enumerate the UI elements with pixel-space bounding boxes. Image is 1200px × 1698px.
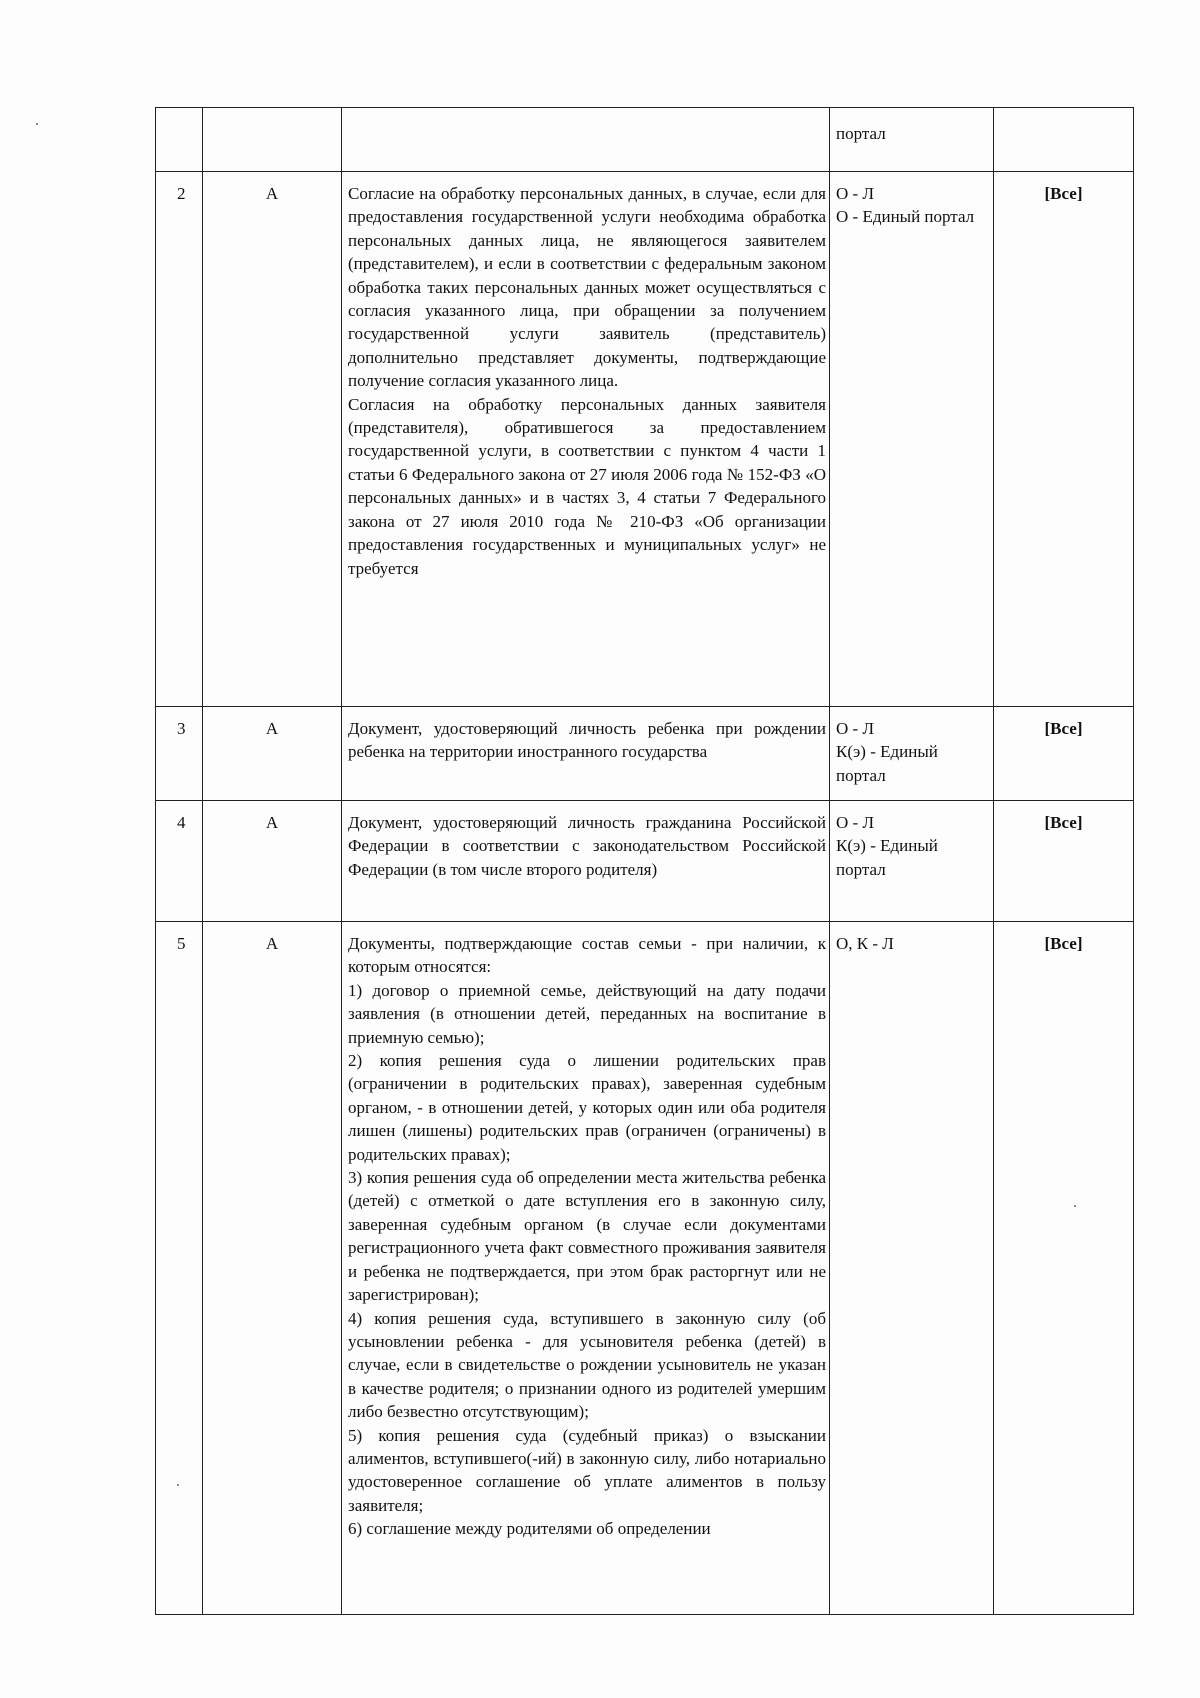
row-applies-cell: [Все] [994,801,1134,922]
documents-table [155,107,1134,1615]
source-line: К(э) - Единый портал [836,836,938,879]
row-number-cell: 4 [156,801,203,922]
description-paragraph: 4) копия решения суда, вступившего в законную силу (об усыновлении ребенка - для усыновителя ребенка (детей) в случае, если в свидетельстве о рождении усыновитель не указан в качестве родителя; о признании одного из родителей умершим либо безвестно отсутствующим); [348,1308,826,1422]
source-line: О, К - Л [836,934,894,953]
description-paragraph: Документы, подтверждающие состав семьи - при наличии, к которым относятся: [348,934,826,977]
row-description-cell [342,707,830,801]
description-paragraph: 6) соглашение между родителями об определении [348,1519,711,1539]
description-paragraph: Документ, удостоверяющий личность гражданина Российской Федерации в соответствии с законодательством Российской Федерации (в том числе второго родителя) [348,813,826,879]
description-paragraph: Согласия на обработку персональных данных заявителя (представителя), обратившегося за предоставлением государственной услуги, в соответствии с пунктом 4 части 1 статьи 6 Федерального закона от 27 июля 2006 года № 152-ФЗ «О персональных данных» и в частях 3, 4 статьи 7 Федерального закона от 27 июля 2010 года № 210-ФЗ «Об организации предоставления государственных и муниципальных услуг» не требуется [348,394,826,578]
table-row [156,922,1134,1615]
row-description-cell [342,922,830,1615]
row-applies-cell: [Все] [994,172,1134,707]
row-type-cell [203,108,342,172]
row-description-cell [342,801,830,922]
description-paragraph: 1) договор о приемной семье, действующий на дату подачи заявления (в отношении детей, переданных на воспитание в приемную семью); [348,980,826,1047]
row-applies-cell: [Все] [994,922,1134,1615]
row-description-cell [342,172,830,707]
row-number-cell: 5 [156,922,203,1615]
source-line: К(э) - Единый портал [836,742,938,785]
table-row [156,108,1134,172]
source-line: портал [836,124,886,143]
table-row [156,172,1134,707]
row-number-cell: 2 [156,172,203,707]
source-line: О - Л [836,813,874,832]
row-source-cell [830,922,994,1615]
row-source-cell [830,801,994,922]
description-paragraph: Согласие на обработку персональных данных, в случае, если для предоставления государственной услуги необходима обработка персональных данных лица, не являющегося заявителем (представителем), и если в соответствии с федеральным законом обработка таких персональных данных может осуществляться с согласия указанного лица, при обращении за получением государственной услуги заявитель (представитель) дополнительно представляет документы, подтверждающие получение согласия указанного лица. [348,184,826,391]
row-type-cell: А [203,922,342,1615]
row-source-cell [830,108,994,172]
description-paragraph: 2) копия решения суда о лишении родительских прав (ограничении в родительских правах), заверенная судебным органом, - в отношении детей, у которых один или оба родителя лишен (лишены) родительских прав (ограничен (ограничены) в родительских правах); [348,1051,826,1164]
table-row [156,707,1134,801]
scan-speck [1074,1205,1076,1207]
source-line: О - Единый портал [836,207,975,227]
row-type-cell: А [203,707,342,801]
scan-speck [36,123,38,125]
scan-speck [177,1484,179,1486]
description-paragraph: Документ, удостоверяющий личность ребенка при рождении ребенка на территории иностранного государства [348,719,826,762]
row-applies-cell [994,108,1134,172]
source-line: О - Л [836,184,874,203]
description-paragraph: 3) копия решения суда об определении места жительства ребенка (детей) с отметкой о дате вступления его в законную силу, заверенная судебным органом (в случае если документами регистрационного учета факт совместного проживания заявителя и ребенка не подтверждается, при этом брак расторгнут или не зарегистрирован); [348,1168,826,1305]
description-paragraph: 5) копия решения суда (судебный приказ) о взыскании алиментов, вступившего(-ий) в законную силу, либо нотариально удостоверенное соглашение об уплате алиментов в пользу заявителя; [348,1425,826,1515]
source-line: О - Л [836,719,874,738]
row-number-cell: 3 [156,707,203,801]
row-type-cell: А [203,172,342,707]
row-applies-cell: [Все] [994,707,1134,801]
row-description-cell [342,108,830,172]
row-source-cell [830,172,994,707]
row-source-cell [830,707,994,801]
row-type-cell: А [203,801,342,922]
row-number-cell [156,108,203,172]
table-row [156,801,1134,922]
